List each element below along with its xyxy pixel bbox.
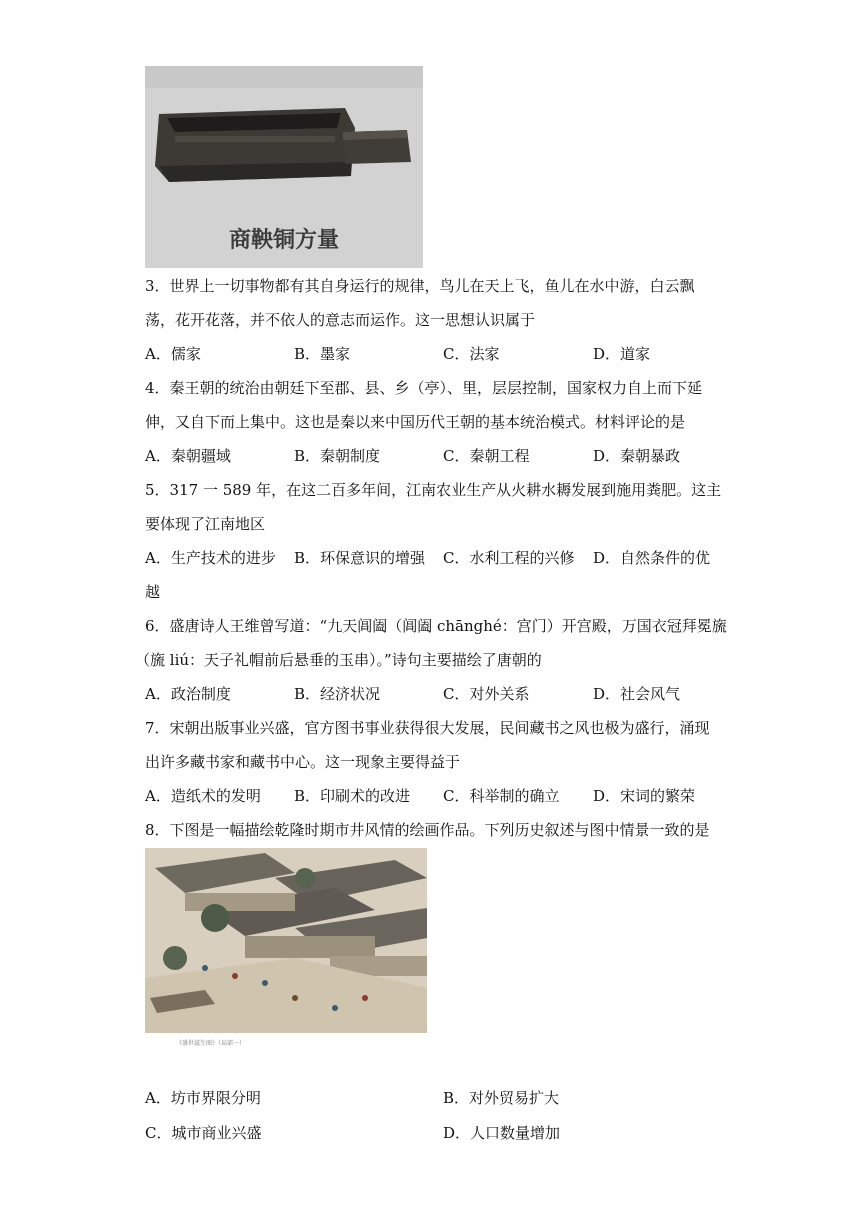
- question-4-text-line-1: 4．秦王朝的统治由朝廷下至郡、县、乡（亭）、里，层层控制，国家权力自上而下延: [145, 379, 703, 397]
- question-6-option-d[interactable]: D．社会风气: [593, 685, 681, 703]
- question-3-option-b[interactable]: B．墨家: [294, 345, 351, 363]
- question-6-text-line-1: 6．盛唐诗人王维曾写道：“九天阊阖（阊阖 chānghé：宫门）开宫殿，万国衣冠拜冕旒: [145, 617, 727, 635]
- question-7-option-b[interactable]: B．印刷术的改进: [294, 787, 411, 805]
- question-3-option-a[interactable]: A．儒家: [145, 345, 201, 363]
- question-5-text-line-1: 5．317 一 589 年，在这二百多年间，江南农业生产从火耕水耨发展到施用粪肥。这主: [145, 481, 722, 499]
- question-3-text-line-2: 荡，花开花落，并不依人的意志而运作。这一思想认识属于: [145, 311, 536, 329]
- question-6-option-b[interactable]: B．经济状况: [294, 685, 381, 703]
- question-7-option-a[interactable]: A．造纸术的发明: [145, 787, 261, 805]
- question-8-option-a[interactable]: A．坊市界限分明: [145, 1089, 261, 1107]
- question-8-option-c[interactable]: C．城市商业兴盛: [145, 1124, 262, 1142]
- qianlong-painting-image: [145, 848, 427, 1033]
- question-4-option-a[interactable]: A．秦朝疆域: [145, 447, 231, 465]
- painting-caption: 《盛世滋生图》（局部一）: [176, 1040, 246, 1047]
- question-7-option-d[interactable]: D．宋词的繁荣: [593, 787, 696, 805]
- question-5-option-d-wrap: 越: [145, 583, 161, 601]
- question-8-option-d[interactable]: D．人口数量增加: [443, 1124, 561, 1142]
- question-8-text-line-1: 8．下图是一幅描绘乾隆时期市井风情的绘画作品。下列历史叙述与图中情景一致的是: [145, 821, 710, 839]
- question-3-option-d[interactable]: D．道家: [593, 345, 651, 363]
- question-6-text-line-2: （旒 liú：天子礼帽前后悬垂的玉串）。”诗句主要描绘了唐朝的: [135, 651, 542, 669]
- question-5-option-c[interactable]: C．水利工程的兴修: [443, 549, 575, 567]
- question-6-option-c[interactable]: C．对外关系: [443, 685, 530, 703]
- question-3-option-c[interactable]: C．法家: [443, 345, 500, 363]
- question-4-option-b[interactable]: B．秦朝制度: [294, 447, 381, 465]
- question-7-text-line-1: 7．宋朝出版事业兴盛，官方图书事业获得很大发展，民间藏书之风也极为盛行，涌现: [145, 719, 710, 737]
- figure-caption: 商鞅铜方量: [228, 228, 339, 253]
- question-3-text-line-1: 3．世界上一切事物都有其自身运行的规律，鸟儿在天上飞，鱼儿在水中游，白云飘: [145, 277, 695, 295]
- question-5-text-line-2: 要体现了江南地区: [145, 515, 266, 533]
- question-4-text-line-2: 伸，又自下而上集中。这也是秦以来中国历代王朝的基本统治模式。材料评论的是: [145, 413, 686, 431]
- question-8-option-b[interactable]: B．对外贸易扩大: [443, 1089, 560, 1107]
- question-7-text-line-2: 出许多藏书家和藏书中心。这一现象主要得益于: [145, 753, 461, 771]
- question-4-option-c[interactable]: C．秦朝工程: [443, 447, 530, 465]
- question-7-option-c[interactable]: C．科举制的确立: [443, 787, 560, 805]
- question-5-option-a[interactable]: A．生产技术的进步: [145, 549, 276, 567]
- question-6-option-a[interactable]: A．政治制度: [145, 685, 231, 703]
- question-5-option-d[interactable]: D．自然条件的优: [593, 549, 711, 567]
- painting-scene: [145, 848, 427, 1033]
- bronze-measure-photo: [145, 66, 423, 268]
- question-4-option-d[interactable]: D．秦朝暴政: [593, 447, 681, 465]
- question-5-option-b[interactable]: B．环保意识的增强: [294, 549, 426, 567]
